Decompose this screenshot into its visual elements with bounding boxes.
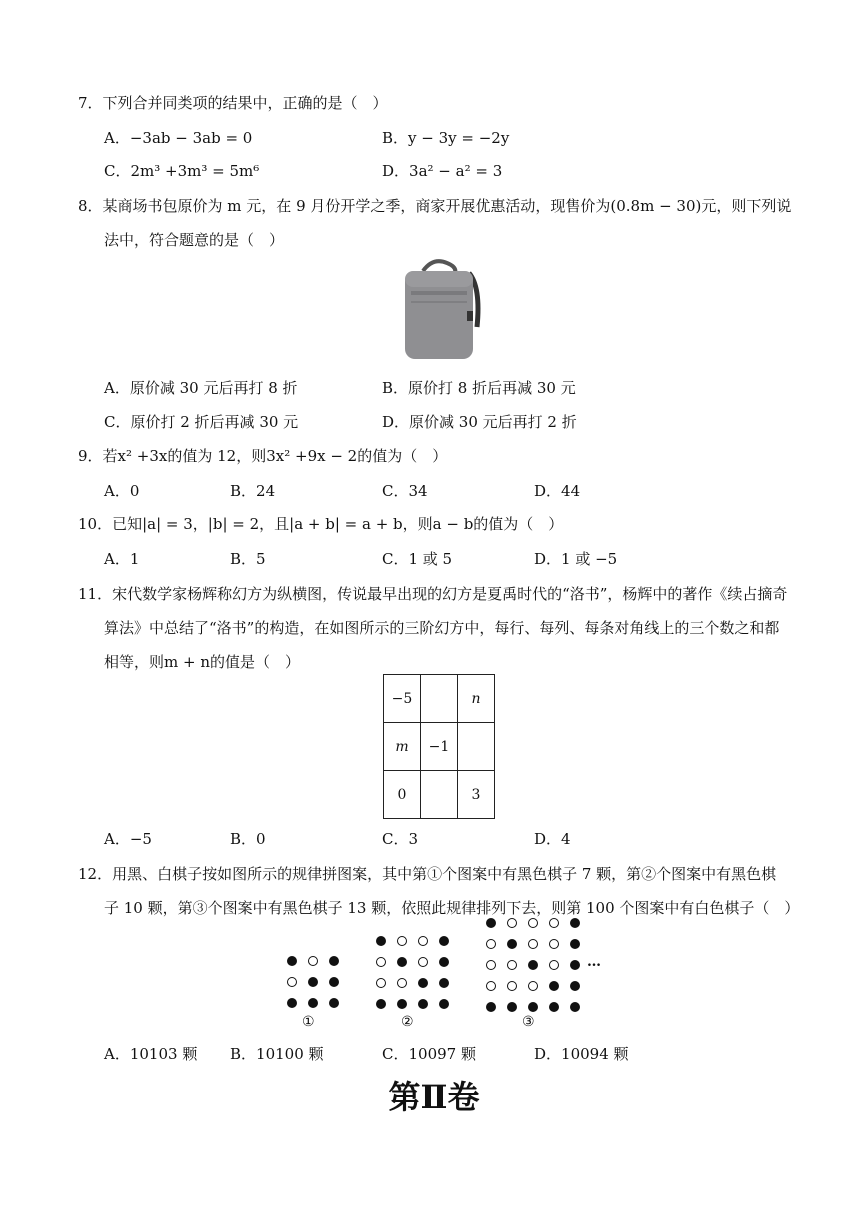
pattern-label-2: ② <box>401 1014 414 1030</box>
black-piece <box>507 1002 517 1012</box>
white-piece <box>486 939 496 949</box>
white-piece <box>418 957 428 967</box>
pattern-ellipsis: … <box>587 954 601 970</box>
black-piece <box>329 998 339 1008</box>
black-piece <box>549 1002 559 1012</box>
black-piece <box>287 956 297 966</box>
q7-stem: 7．下列合并同类项的结果中，正确的是（ ） <box>78 94 388 112</box>
black-piece <box>376 999 386 1009</box>
white-piece <box>507 960 517 970</box>
q10-option-b: B．5 <box>230 550 266 568</box>
grid-cell <box>458 723 495 771</box>
q10-option-d: D．1 或 −5 <box>534 550 618 568</box>
black-piece <box>486 1002 496 1012</box>
grid-cell: −1 <box>421 723 458 771</box>
grid-cell: −5 <box>384 675 421 723</box>
q11-option-c: C．3 <box>382 830 419 848</box>
q12-option-c: C．10097 颗 <box>382 1045 476 1063</box>
grid-cell: 3 <box>458 771 495 819</box>
white-piece <box>418 936 428 946</box>
white-piece <box>528 918 538 928</box>
black-piece <box>570 939 580 949</box>
q8-stem-line1: 8．某商场书包原价为 m 元，在 9 月份开学之季，商家开展优惠活动，现售价为(0.8m − 30)元，则下列说 <box>78 197 792 215</box>
q9-stem: 9．若x² +3x的值为 12，则3x² +9x − 2的值为（ ） <box>78 447 448 465</box>
grid-cell: m <box>384 723 421 771</box>
q10-option-a: A．1 <box>104 550 140 568</box>
white-piece <box>549 960 559 970</box>
q11-stem-line2: 算法》中总结了“洛书”的构造，在如图所示的三阶幻方中，每行、每列、每条对角线上的三个数之和都 <box>104 619 780 637</box>
q10-option-c: C．1 或 5 <box>382 550 453 568</box>
black-piece <box>570 981 580 991</box>
pattern-label-3: ③ <box>522 1014 535 1030</box>
q8-option-b: B．原价打 8 折后再减 30 元 <box>382 379 576 397</box>
black-piece <box>439 978 449 988</box>
q11-option-a: A．−5 <box>104 830 152 848</box>
white-piece <box>507 918 517 928</box>
white-piece <box>507 981 517 991</box>
q12-option-a: A．10103 颗 <box>104 1045 198 1063</box>
black-piece <box>376 936 386 946</box>
white-piece <box>376 978 386 988</box>
black-piece <box>287 998 297 1008</box>
q11-stem-line1: 11．宋代数学家杨辉称幻方为纵横图，传说最早出现的幻方是夏禹时代的“洛书”，杨辉中的著作《续占摘奇 <box>78 585 788 603</box>
pattern-label-1: ① <box>302 1014 315 1030</box>
q7-option-d: D．3a² − a² = 3 <box>382 162 503 180</box>
black-piece <box>570 960 580 970</box>
black-piece <box>439 999 449 1009</box>
white-piece <box>528 939 538 949</box>
black-piece <box>439 936 449 946</box>
black-piece <box>570 1002 580 1012</box>
q9-option-b: B．24 <box>230 482 276 500</box>
q11-stem-line3: 相等，则m + n的值是（ ） <box>104 653 300 671</box>
white-piece <box>287 977 297 987</box>
black-piece <box>308 977 318 987</box>
white-piece <box>486 981 496 991</box>
black-piece <box>528 960 538 970</box>
q11-option-d: D．4 <box>534 830 571 848</box>
white-piece <box>397 936 407 946</box>
black-piece <box>397 999 407 1009</box>
white-piece <box>397 978 407 988</box>
q7-option-b: B．y − 3y = −2y <box>382 129 510 147</box>
black-piece <box>397 957 407 967</box>
q8-option-c: C．原价打 2 折后再减 30 元 <box>104 413 299 431</box>
q7-option-a: A．−3ab − 3ab = 0 <box>104 129 253 147</box>
white-piece <box>308 956 318 966</box>
q8-option-a: A．原价减 30 元后再打 8 折 <box>104 379 298 397</box>
grid-cell: 0 <box>384 771 421 819</box>
q8-option-d: D．原价减 30 元后再打 2 折 <box>382 413 577 431</box>
magic-square <box>383 674 495 819</box>
white-piece <box>549 939 559 949</box>
q12-option-b: B．10100 颗 <box>230 1045 324 1063</box>
q12-stem-line2: 子 10 颗，第③个图案中有黑色棋子 13 颗，依照此规律排列下去，则第 100 个图案中有白色棋子（ ） <box>104 899 800 917</box>
grid-cell: n <box>458 675 495 723</box>
q8-stem-line2: 法中，符合题意的是（ ） <box>104 231 285 249</box>
white-piece <box>549 918 559 928</box>
q12-option-d: D．10094 颗 <box>534 1045 629 1063</box>
white-piece <box>376 957 386 967</box>
grid-cell <box>421 675 458 723</box>
black-piece <box>507 939 517 949</box>
q7-option-c: C．2m³ +3m³ = 5m⁶ <box>104 162 260 180</box>
q10-stem: 10．已知|a| = 3，|b| = 2，且|a + b| = a + b，则a − b的值为（ ） <box>78 515 564 533</box>
black-piece <box>486 918 496 928</box>
q9-option-c: C．34 <box>382 482 428 500</box>
backpack-image <box>395 257 485 363</box>
black-piece <box>418 999 428 1009</box>
black-piece <box>418 978 428 988</box>
black-piece <box>570 918 580 928</box>
white-piece <box>486 960 496 970</box>
black-piece <box>439 957 449 967</box>
q11-option-b: B．0 <box>230 830 266 848</box>
black-piece <box>528 1002 538 1012</box>
q9-option-d: D．44 <box>534 482 581 500</box>
black-piece <box>549 981 559 991</box>
grid-cell <box>421 771 458 819</box>
section-title: 第Ⅱ卷 <box>388 1078 480 1116</box>
q12-stem-line1: 12．用黑、白棋子按如图所示的规律拼图案，其中第①个图案中有黑色棋子 7 颗，第②个图案中有黑色棋 <box>78 865 777 883</box>
black-piece <box>308 998 318 1008</box>
white-piece <box>528 981 538 991</box>
q9-option-a: A．0 <box>104 482 140 500</box>
black-piece <box>329 977 339 987</box>
black-piece <box>329 956 339 966</box>
